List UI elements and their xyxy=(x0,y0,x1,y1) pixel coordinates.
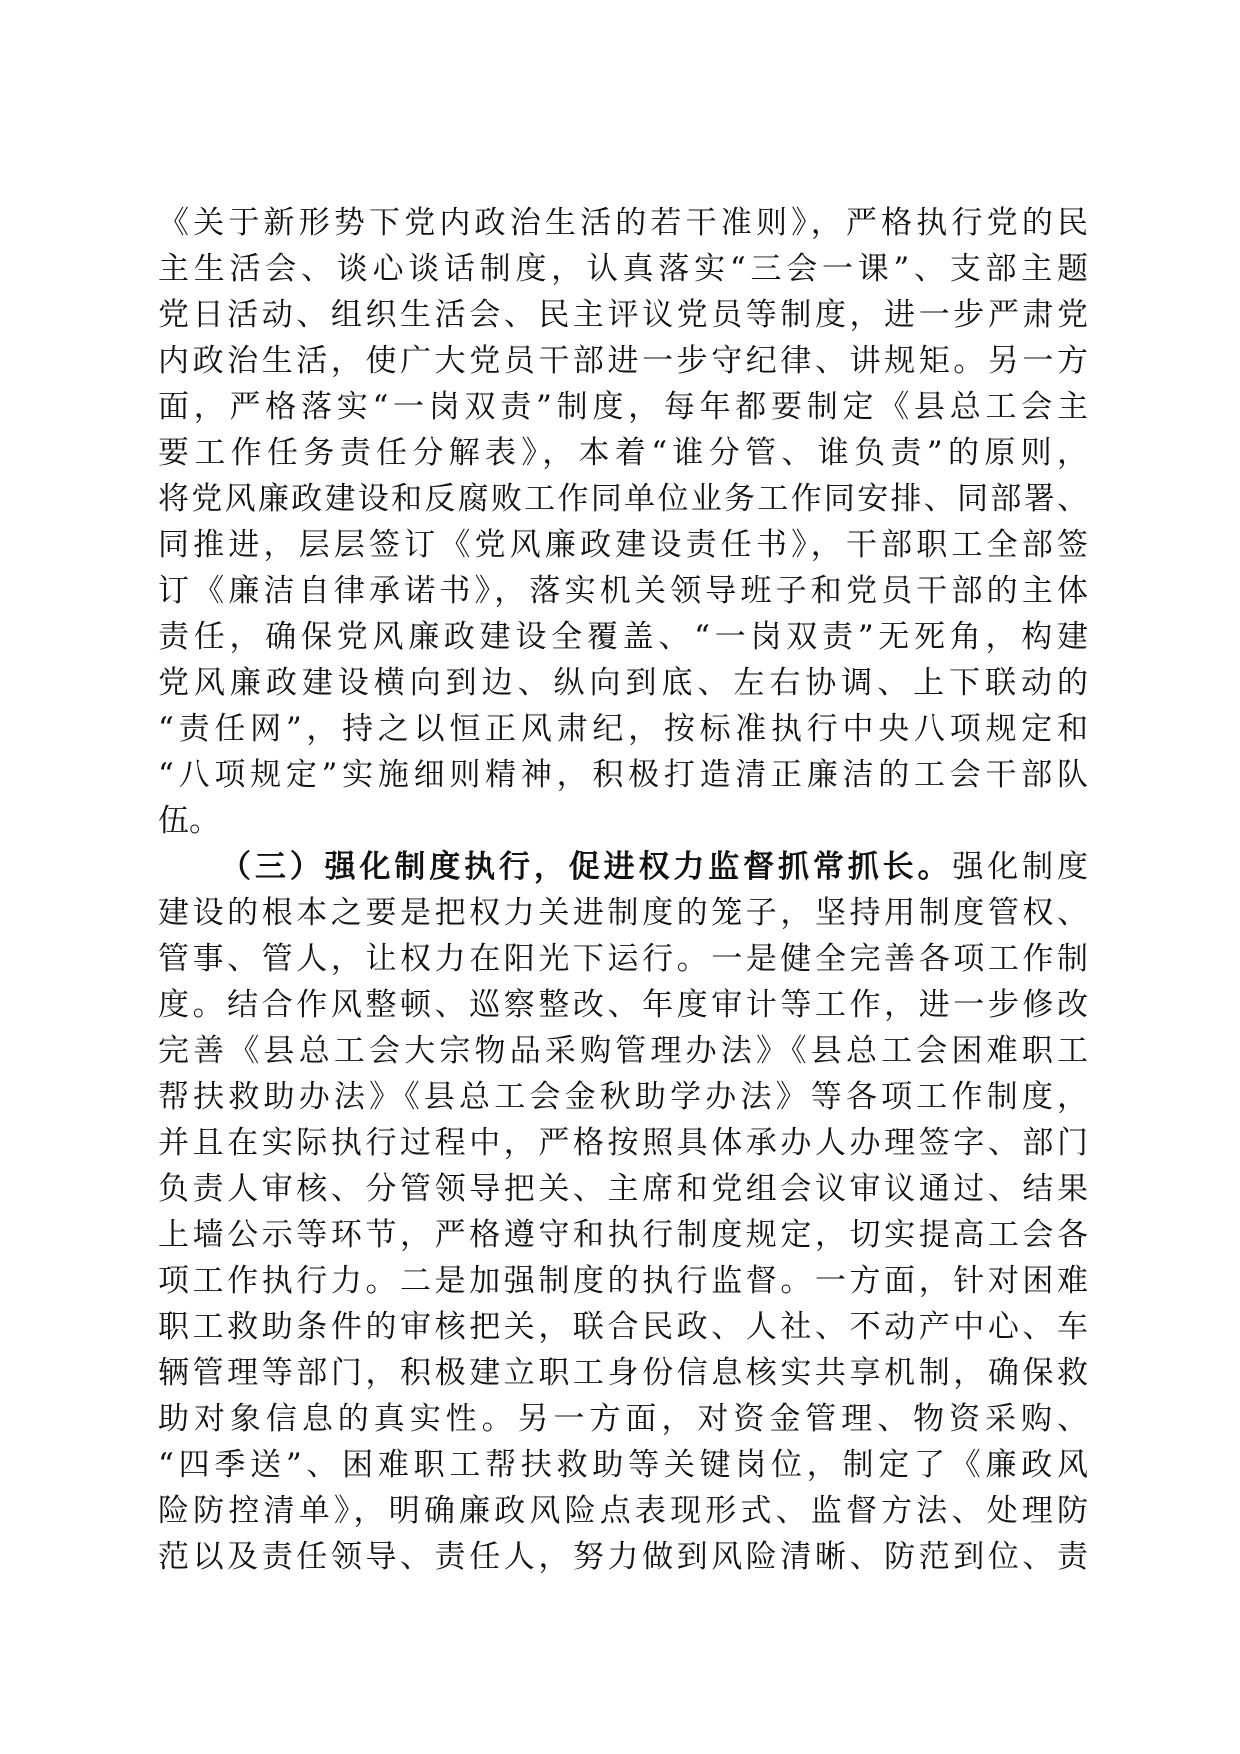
text-line: 职工救助条件的审核把关，联合民政、人社、不动产中心、车 xyxy=(158,1309,1088,1345)
text-line: 责任，确保党风廉政建设全覆盖、“一岗双责”无死角，构建 xyxy=(158,619,1088,655)
text-line: 帮扶救助办法》《县总工会金秋助学办法》等各项工作制度， xyxy=(158,1079,1088,1115)
text-line: 完善《县总工会大宗物品采购管理办法》《县总工会困难职工 xyxy=(158,1033,1088,1069)
text-line: 负责人审核、分管领导把关、主席和党组会议审议通过、结果 xyxy=(158,1171,1088,1207)
text-line: 同推进，层层签订《党风廉政建设责任书》，干部职工全部签 xyxy=(158,527,1088,563)
text-line: 《关于新形势下党内政治生活的若干准则》，严格执行党的民 xyxy=(158,205,1088,241)
text-line: 范以及责任领导、责任人，努力做到风险清晰、防范到位、责 xyxy=(158,1539,1088,1575)
paragraph-2 xyxy=(158,844,1088,1580)
heading-followup-text: 强化制度 xyxy=(952,849,1088,885)
text-line: 订《廉洁自律承诺书》，落实机关领导班子和党员干部的主体 xyxy=(158,573,1088,609)
section-heading: （三）强化制度执行，促进权力监督抓常抓长。 xyxy=(220,849,953,885)
text-line: “八项规定”实施细则精神，积极打造清正廉洁的工会干部队 xyxy=(158,757,1088,793)
paragraph-2-first-line xyxy=(158,844,1088,890)
text-line: “四季送”、困难职工帮扶救助等关键岗位，制定了《廉政风 xyxy=(158,1447,1088,1483)
text-line: 度。结合作风整顿、巡察整改、年度审计等工作，进一步修改 xyxy=(158,987,1088,1023)
text-line: 将党风廉政建设和反腐败工作同单位业务工作同安排、同部署、 xyxy=(158,481,1088,517)
text-line: 助对象信息的真实性。另一方面，对资金管理、物资采购、 xyxy=(158,1401,1088,1437)
text-line: 建设的根本之要是把权力关进制度的笼子，坚持用制度管权、 xyxy=(158,895,1088,931)
text-line: 项工作执行力。二是加强制度的执行监督。一方面，针对困难 xyxy=(158,1263,1088,1299)
text-line: “责任网”，持之以恒正风肃纪，按标准执行中央八项规定和 xyxy=(158,711,1088,747)
text-line: 险防控清单》，明确廉政风险点表现形式、监督方法、处理防 xyxy=(158,1493,1088,1529)
text-line: 主生活会、谈心谈话制度，认真落实“三会一课”、支部主题 xyxy=(158,251,1088,287)
text-line: 面，严格落实“一岗双责”制度，每年都要制定《县总工会主 xyxy=(158,389,1088,425)
text-line: 内政治生活，使广大党员干部进一步守纪律、讲规矩。另一方 xyxy=(158,343,1088,379)
text-line: 党风廉政建设横向到边、纵向到底、左右协调、上下联动的 xyxy=(158,665,1088,701)
text-line: 伍。 xyxy=(158,803,220,839)
text-line: 党日活动、组织生活会、民主评议党员等制度，进一步严肃党 xyxy=(158,297,1088,333)
text-line: 并且在实际执行过程中，严格按照具体承办人办理签字、部门 xyxy=(158,1125,1088,1161)
body-text xyxy=(158,200,1088,1580)
text-line: 要工作任务责任分解表》，本着“谁分管、谁负责”的原则， xyxy=(158,435,1088,471)
text-line: 上墙公示等环节，严格遵守和执行制度规定，切实提高工会各 xyxy=(158,1217,1088,1253)
text-line: 辆管理等部门，积极建立职工身份信息核实共享机制，确保救 xyxy=(158,1355,1088,1391)
text-line: 管事、管人，让权力在阳光下运行。一是健全完善各项工作制 xyxy=(158,941,1088,977)
paragraph-1 xyxy=(158,200,1088,844)
